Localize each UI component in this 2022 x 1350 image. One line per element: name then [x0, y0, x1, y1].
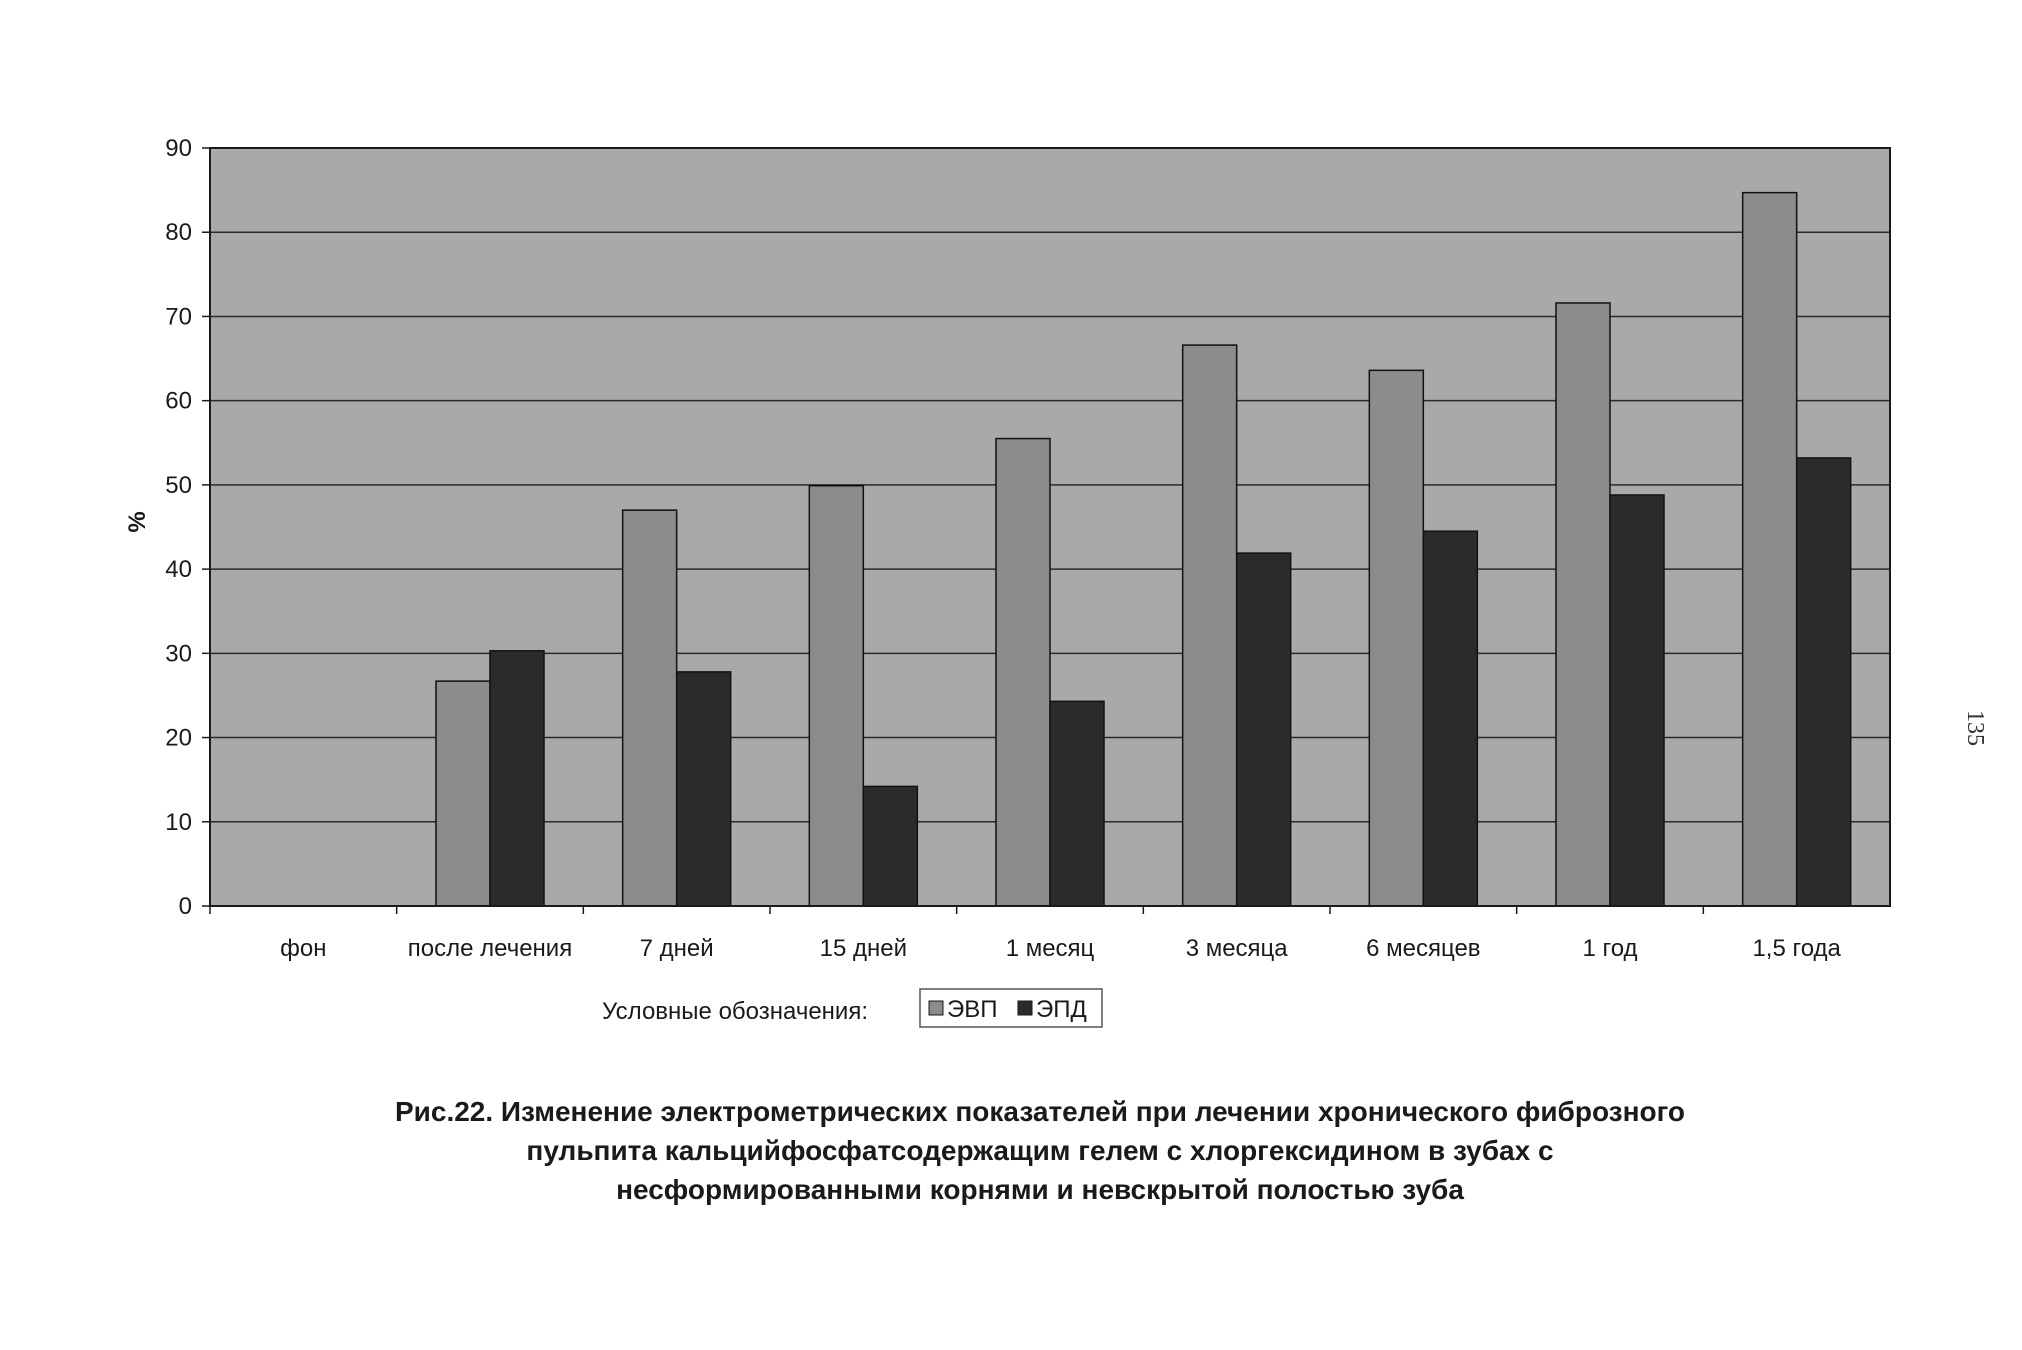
y-tick-label: 30: [165, 640, 192, 668]
x-tick-label: 7 дней: [639, 935, 714, 962]
y-tick-label: 10: [165, 808, 192, 836]
page-number: 135: [1962, 710, 1988, 746]
y-axis: [165, 135, 210, 920]
x-tick-label: фон: [280, 935, 327, 962]
x-tick-label: 1 месяц: [1005, 935, 1095, 962]
bar-evp: [1369, 370, 1423, 906]
y-tick-label: 0: [178, 893, 192, 920]
bar-evp: [1556, 303, 1610, 906]
legend-label-evp: ЭВП: [947, 996, 998, 1023]
x-tick-label: 15 дней: [819, 935, 908, 962]
x-tick-label: 3 месяца: [1185, 935, 1288, 962]
caption-line-1: Рис.22. Изменение электрометрических показателей при лечении хронического фиброзного: [394, 1096, 1686, 1127]
x-tick-label: 1 год: [1582, 935, 1638, 962]
y-tick-label: 20: [165, 724, 192, 752]
figure-caption: [260, 1092, 1820, 1209]
bar-evp: [1743, 193, 1797, 906]
y-tick-label: 70: [165, 303, 192, 331]
x-tick-label: 6 месяцев: [1366, 935, 1481, 962]
bar-epd: [1797, 458, 1851, 906]
legend-caption: Условные обозначения:: [602, 998, 868, 1025]
bar-evp: [809, 486, 863, 906]
bar-evp: [1183, 345, 1237, 906]
y-tick-label: 60: [165, 387, 192, 415]
y-tick-label: 50: [165, 471, 192, 499]
legend-swatch-epd: [1018, 1001, 1032, 1015]
x-axis: [210, 906, 1842, 962]
bar-epd: [1610, 495, 1664, 906]
bar-epd: [1237, 553, 1291, 906]
y-tick-label: 90: [165, 135, 192, 162]
caption-line-2: пульпита кальцийфосфатсодержащим гелем с хлоргексидином в зубах с: [526, 1135, 1554, 1166]
legend-label-epd: ЭПД: [1036, 996, 1087, 1023]
y-axis-label: %: [124, 511, 151, 533]
bar-epd: [490, 651, 544, 906]
y-tick-label: 40: [165, 556, 192, 584]
bar-evp: [996, 439, 1050, 906]
bar-epd: [677, 672, 731, 906]
y-tick-label: 80: [165, 219, 192, 247]
bar-evp: [623, 510, 677, 906]
x-tick-label: 1,5 года: [1752, 935, 1841, 962]
caption-line-3: несформированными корнями и невскрытой полостью зуба: [616, 1174, 1464, 1205]
bar-epd: [863, 786, 917, 906]
bar-epd: [1423, 531, 1477, 906]
bar-evp: [436, 681, 490, 906]
legend-swatch-evp: [929, 1001, 943, 1015]
x-tick-label: после лечения: [407, 935, 573, 962]
bar-epd: [1050, 701, 1104, 906]
